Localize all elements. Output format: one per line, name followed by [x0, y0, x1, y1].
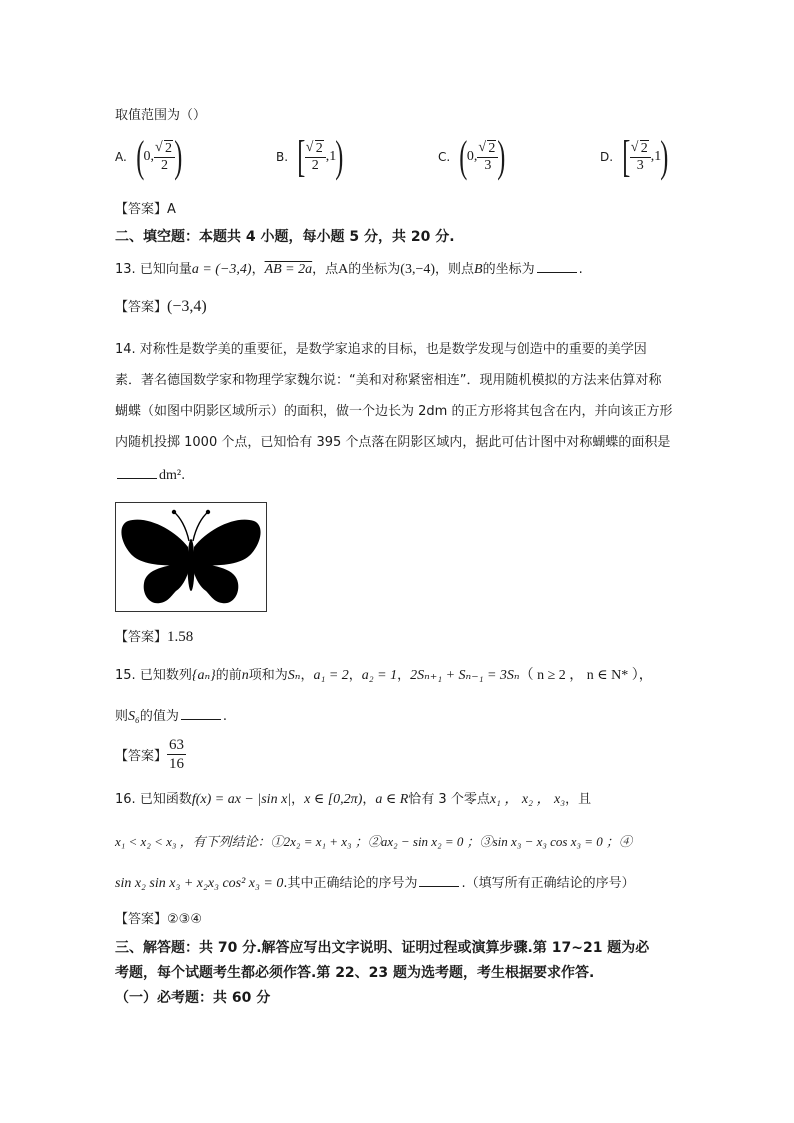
question-number: 13. — [115, 262, 136, 277]
punctuation: ， — [300, 668, 314, 683]
question-15-line-2 — [115, 705, 227, 725]
answer-value: (−3,4) — [167, 298, 207, 315]
fraction-numerator: 2 — [488, 140, 496, 156]
question-16-line-2: x₁ < x₂ < x₃ ，有下列结论：①2x₂ = x₁ + x₃ ；②ax₂ − sin x₂ = 0 ；③sin x₃ − x₃ cos x₃ = 0 ；④ — [115, 834, 633, 849]
question-text: 恰有 3 个零点 — [408, 792, 490, 807]
punctuation: ， — [291, 792, 305, 807]
question-text: .（填写所有正确结论的序号） — [461, 876, 635, 891]
answer-blank — [419, 876, 459, 887]
option-d — [600, 132, 672, 182]
question-text: .其中正确结论的序号为 — [283, 876, 418, 891]
vector-a-expression: a = (−3,4) — [191, 262, 252, 277]
interval-left: 0, — [466, 149, 478, 164]
butterfly-icon — [116, 503, 266, 611]
bracket: ) — [174, 132, 183, 181]
answer-blank — [117, 468, 157, 479]
zeros: x₁ ， x₂ ， x₃ — [489, 792, 566, 807]
answer-line — [115, 736, 186, 773]
option-letter: B. — [276, 150, 289, 164]
fraction-denominator: 2 — [311, 157, 319, 173]
equation: sin x₂ sin x₃ + x₂x₃ cos² x₃ = 0 — [115, 876, 284, 891]
bracket: ( — [136, 132, 145, 181]
fraction — [630, 141, 651, 174]
butterfly-figure — [115, 502, 267, 612]
fraction — [305, 141, 326, 174]
fraction-numerator: 2 — [164, 140, 172, 156]
question-14-line-4: 内随机投掷 1000 个点，已知恰有 395 个点落在阴影区域内，据此可估计图中对称蝴蝶的面积是 — [115, 435, 671, 450]
equation: a₁ = 2 — [313, 668, 349, 683]
unit: dm² — [159, 468, 182, 483]
question-13 — [115, 258, 583, 278]
fraction-numerator: 63 — [169, 737, 185, 753]
bracket: ( — [459, 132, 468, 181]
fraction-denominator: 3 — [636, 157, 644, 173]
subsection-heading: （一）必考题：共 60 分 — [115, 990, 271, 1006]
punctuation: ， — [348, 668, 362, 683]
answer-fraction — [167, 736, 186, 773]
condition: （ n ≥ 2 ， n ∈ N* ）， — [519, 668, 653, 683]
question-text: 的坐标为 — [482, 262, 535, 277]
option-letter: C. — [438, 150, 451, 164]
section-heading: 二、填空题：本题共 4 小题，每小题 5 分，共 20 分. — [115, 229, 455, 245]
equation: a₂ = 1 — [361, 668, 398, 683]
option-c — [438, 132, 509, 182]
variable: n — [241, 668, 249, 683]
bracket: [ — [622, 132, 631, 181]
fraction-numerator: 2 — [640, 140, 648, 156]
option-letter: D. — [600, 150, 614, 164]
question-text: 已知数列 — [139, 668, 192, 683]
variable: S₆ — [128, 709, 140, 724]
question-number: 15. — [115, 668, 136, 683]
bracket: ) — [497, 132, 506, 181]
point-label: B — [474, 262, 483, 277]
fraction-numerator: 2 — [315, 140, 323, 156]
question-16-line-3 — [115, 872, 635, 892]
question-text: 已知函数 — [139, 792, 192, 807]
answer-blank — [537, 262, 577, 273]
section-heading: 三、解答题：共 70 分.解答应写出文字说明、证明过程或演算步骤.第 17~21 题为必 — [115, 940, 650, 956]
bracket: ) — [660, 132, 669, 181]
question-text: 的前 — [215, 668, 242, 683]
question-14-line-2: 素．著名德国数学家和物理学家魏尔说：“美和对称紧密相连”．现用随机模拟的方法来估算对称 — [115, 373, 662, 388]
punctuation: . — [181, 468, 186, 483]
interval-right: ,1 — [650, 149, 662, 164]
domain: x ∈ [0,2π) — [304, 792, 363, 807]
function-expression: f(x) = ax − |sin x| — [191, 792, 292, 807]
question-text: ，且 — [565, 792, 592, 807]
punctuation: . — [578, 262, 583, 277]
question-14-line-5 — [115, 468, 185, 484]
answer-tag: 【答案】 — [115, 202, 168, 217]
option-letter: A. — [115, 150, 127, 164]
bracket: ) — [335, 132, 344, 181]
question-14-line-3: 蝴蝶（如图中阴影区域所示）的面积，做一个边长为 2dm 的正方形将其包含在内，并向该正方形 — [115, 404, 673, 419]
question-text: 的坐标为 — [348, 262, 401, 277]
point-label: A — [338, 262, 349, 277]
answer-line — [115, 296, 207, 316]
answer-line — [115, 908, 202, 927]
question-text: ，则点 — [435, 262, 475, 277]
answer-value: 1.58 — [167, 629, 194, 645]
punctuation: ， — [251, 262, 265, 277]
vector-ab-expression: AB = 2a — [264, 262, 313, 277]
parameter: a ∈ R — [375, 792, 409, 807]
punctuation: ， — [362, 792, 376, 807]
question-text: 已知向量 — [139, 262, 192, 277]
interval-left: 0, — [143, 149, 154, 164]
answer-value: ②③④ — [167, 912, 202, 927]
question-text: 的值为 — [139, 709, 179, 724]
variable: Sₙ — [287, 668, 301, 683]
fraction — [154, 141, 175, 174]
answer-tag: 【答案】 — [115, 630, 168, 645]
punctuation: . — [222, 709, 228, 724]
question-number: 16. — [115, 792, 136, 807]
section-heading-line-2: 考题，每个试题考生都必须作答.第 22、23 题为选考题，考生根据要求作答. — [115, 965, 595, 981]
question-14-line-1: 14. 对称性是数学美的重要征，是数学家追求的目标，也是数学发现与创造中的重要的美学因 — [115, 342, 647, 357]
answer-tag: 【答案】 — [115, 912, 168, 927]
punctuation: ， — [397, 668, 411, 683]
option-a — [115, 132, 186, 182]
answer-tag: 【答案】 — [115, 749, 168, 764]
answer-line — [115, 198, 176, 217]
question-16 — [115, 788, 591, 808]
answer-value: A — [167, 202, 176, 217]
coordinate: (3,−4) — [400, 262, 436, 277]
fraction — [477, 141, 498, 174]
question-text: ，点 — [312, 262, 339, 277]
question-text: 则 — [115, 709, 129, 724]
question-text: 项和为 — [248, 668, 288, 683]
interval-right: ,1 — [325, 149, 337, 164]
answer-line — [115, 626, 193, 646]
answer-blank — [181, 709, 221, 720]
fraction-denominator: 16 — [169, 756, 185, 772]
fraction-denominator: 2 — [160, 157, 168, 173]
fraction-denominator: 3 — [484, 157, 492, 173]
question-text: 取值范围为（） — [115, 108, 207, 123]
sequence: {aₙ} — [191, 668, 216, 683]
recurrence: 2Sₙ₊₁ + Sₙ₋₁ = 3Sₙ — [410, 668, 520, 683]
answer-tag: 【答案】 — [115, 300, 168, 315]
question-15 — [115, 664, 653, 684]
option-b — [276, 132, 347, 182]
bracket: [ — [297, 132, 306, 181]
